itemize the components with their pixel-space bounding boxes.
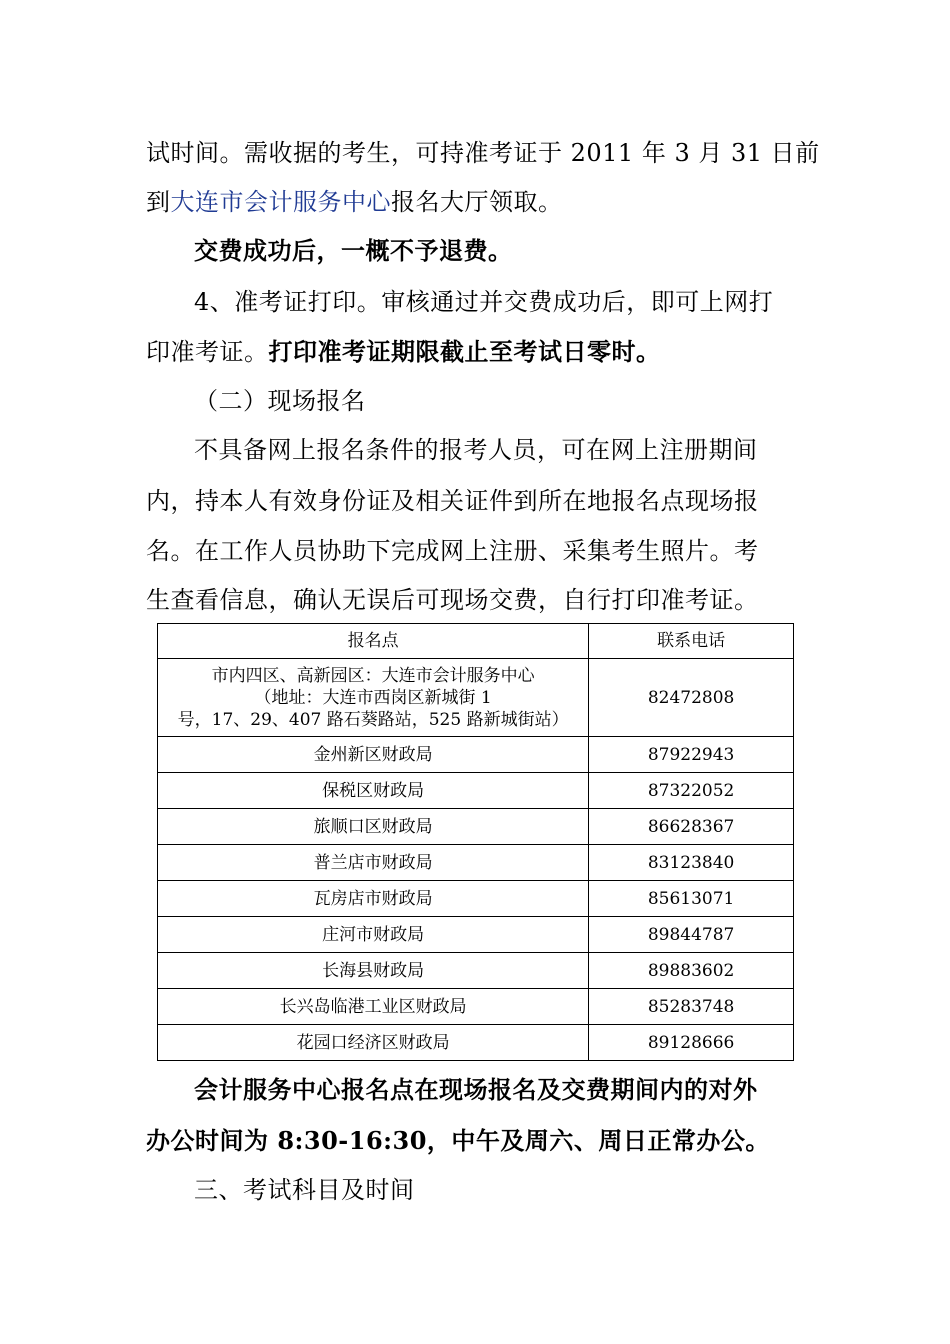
- phone-cell: 85283748: [589, 989, 794, 1025]
- site-cell: 金州新区财政局: [158, 737, 589, 773]
- site-cell: 长海县财政局: [158, 953, 589, 989]
- site-cell: 保税区财政局: [158, 773, 589, 809]
- table-row: [158, 737, 794, 773]
- table-row: [158, 953, 794, 989]
- phone-cell: 87922943: [589, 737, 794, 773]
- paragraph-line: 生查看信息，确认无误后可现场交费，自行打印准考证。: [146, 586, 759, 614]
- site-cell: 长兴岛临港工业区财政局: [158, 989, 589, 1025]
- paragraph-line: [146, 185, 563, 219]
- table-row: [158, 809, 794, 845]
- text-segment: 印准考证。: [146, 338, 269, 366]
- site-cell: [158, 659, 589, 737]
- phone-cell: 87322052: [589, 773, 794, 809]
- phone-cell: 89883602: [589, 953, 794, 989]
- phone-cell: 89128666: [589, 1025, 794, 1061]
- site-address-line: 号，17、29、407 路石葵路站，525 路新城街站）: [177, 709, 569, 730]
- table-row: [158, 773, 794, 809]
- paragraph-line: [146, 335, 661, 369]
- office-hours-line: 会计服务中心报名点在现场报名及交费期间内的对外: [194, 1075, 758, 1104]
- table-row: [158, 845, 794, 881]
- paragraph-line: 试时间。需收据的考生，可持准考证于 2011 年 3 月 31 日前: [146, 139, 820, 167]
- paragraph-line: 名。在工作人员协助下完成网上注册、采集考生照片。考: [146, 537, 759, 565]
- table-row: [158, 989, 794, 1025]
- phone-cell: 83123840: [589, 845, 794, 881]
- phone-cell: 86628367: [589, 809, 794, 845]
- site-name-line: 市内四区、高新园区：大连市会计服务中心: [211, 665, 535, 686]
- phone-cell: 82472808: [589, 659, 794, 737]
- paragraph-line: 不具备网上报名条件的报考人员，可在网上注册期间: [194, 436, 758, 464]
- text-segment: 到: [146, 188, 171, 216]
- table-header-row: [158, 624, 794, 659]
- site-cell: 瓦房店市财政局: [158, 881, 589, 917]
- text-segment: 报名大厅领取。: [391, 188, 563, 216]
- site-cell: 庄河市财政局: [158, 917, 589, 953]
- no-refund-notice: 交费成功后，一概不予退费。: [194, 236, 513, 265]
- accounting-center-link[interactable]: 大连市会计服务中心: [170, 188, 391, 216]
- section-heading-exam-subjects: 三、考试科目及时间: [194, 1176, 415, 1204]
- column-header-phone: 联系电话: [589, 624, 794, 659]
- phone-cell: 85613071: [589, 881, 794, 917]
- site-address-line: （地址：大连市西岗区新城街 1: [254, 687, 492, 708]
- table-row: [158, 1025, 794, 1061]
- site-cell: 花园口经济区财政局: [158, 1025, 589, 1061]
- site-cell: 普兰店市财政局: [158, 845, 589, 881]
- table-row: [158, 881, 794, 917]
- column-header-site: 报名点: [158, 624, 589, 659]
- paragraph-line: 内，持本人有效身份证及相关证件到所在地报名点现场报: [146, 487, 759, 515]
- office-hours-line: 办公时间为 8:30-16:30，中午及周六、周日正常办公。: [146, 1126, 770, 1155]
- registration-sites-table: [157, 623, 794, 1061]
- print-deadline-notice: 打印准考证期限截止至考试日零时。: [268, 337, 661, 366]
- table-row: [158, 917, 794, 953]
- paragraph-line: 4、准考证打印。审核通过并交费成功后，即可上网打: [194, 288, 774, 316]
- section-heading-onsite: （二）现场报名: [194, 387, 366, 415]
- site-cell: 旅顺口区财政局: [158, 809, 589, 845]
- phone-cell: 89844787: [589, 917, 794, 953]
- table-row: [158, 659, 794, 737]
